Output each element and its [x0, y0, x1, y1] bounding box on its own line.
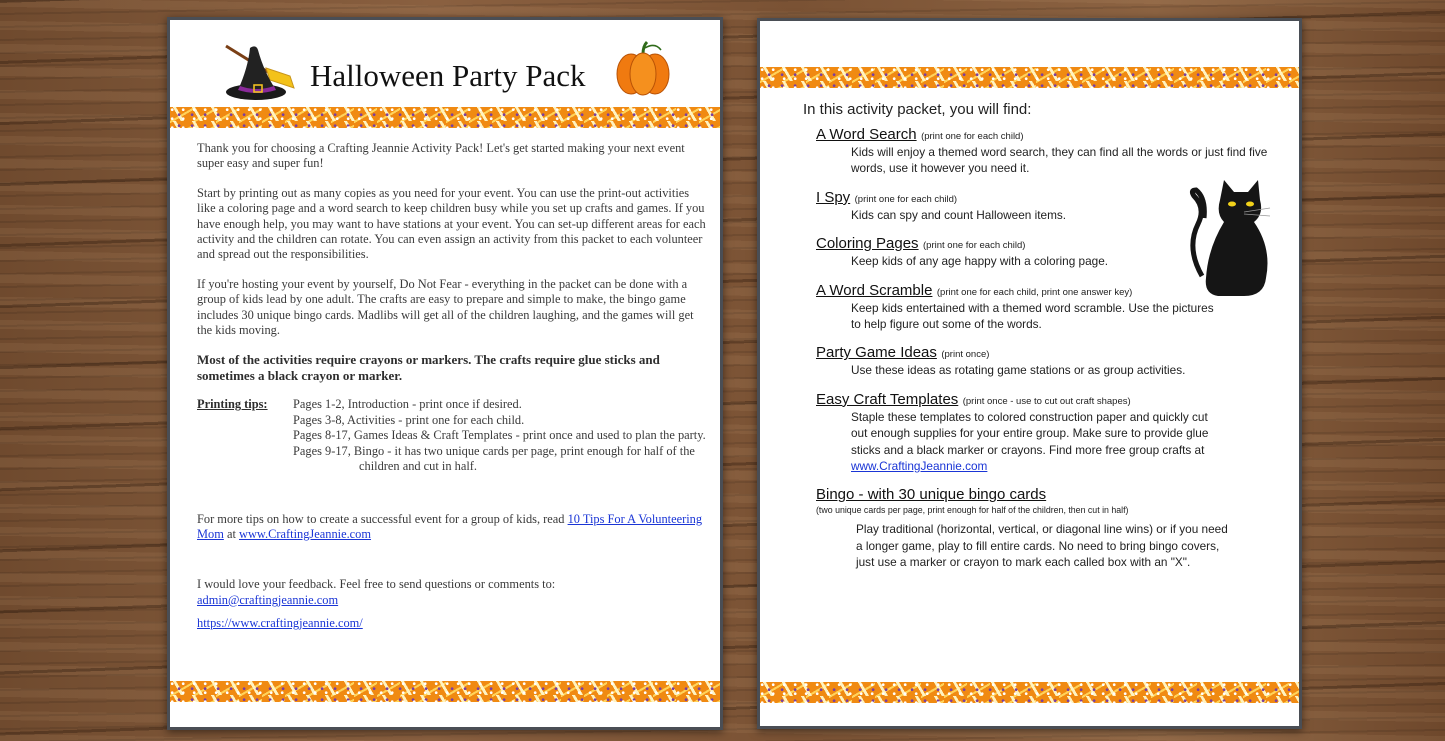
printing-tip: Pages 9-17, Bingo - it has two unique cards per page, print enough for half of the children and cut in half. — [293, 443, 695, 474]
crafting-jeannie-link[interactable]: www.CraftingJeannie.com — [239, 526, 372, 541]
item-title: A Word Search — [816, 126, 917, 143]
feedback-paragraph — [197, 577, 709, 608]
website-line — [197, 616, 709, 631]
item-note: (print one for each child, print one answer key) — [936, 286, 1133, 298]
page-contents — [757, 18, 1302, 729]
decorative-band-bottom — [760, 682, 1300, 703]
item-note: (print one for each child) — [923, 240, 1026, 252]
item-note: (print once - use to cut out craft shapes) — [962, 395, 1131, 407]
printing-tip: Pages 1-2, Introduction - print once if desired. — [293, 397, 522, 412]
item-title: A Word Scramble — [816, 281, 933, 299]
item-note: (print once) — [941, 349, 990, 361]
list-item — [816, 235, 1273, 269]
item-description-text: Staple these templates to colored construction paper and quickly cut out enough supplies for your entire group. Make sure to provide glue sticks and a black marker or crayons. Find more free group crafts at — [851, 409, 1209, 457]
supplies-paragraph: Most of the activities require crayons or markers. The crafts require glue sticks and sometimes a black crayon or marker. — [197, 352, 660, 383]
item-description: Keep kids of any age happy with a coloring page. — [851, 254, 1109, 269]
more-tips-text: For more tips on how to create a successful event for a group of kids, read — [197, 511, 568, 526]
printing-tips-list — [293, 397, 709, 474]
item-description: Keep kids entertained with a themed word scramble. Use the pictures to help figure out some of the words. — [851, 300, 1214, 332]
witch-hat-icon — [220, 40, 302, 102]
decorative-band-bottom — [170, 681, 720, 702]
item-note: (two unique cards per page, print enough for half of the children, then cut in half) — [816, 505, 1129, 516]
list-item — [816, 391, 1273, 475]
hosting-paragraph: If you're hosting your event by yourself, Do Not Fear - everything in the packet can be done with a group of kids lead by one adult. The crafts are easy to prepare and simple to make, the bingo game includes 30 unique bingo cards. Madlibs will get all of the children laughing, and the games will get the kids moving. — [197, 276, 694, 338]
printing-tip: Pages 3-8, Activities - print one for each child. — [293, 412, 525, 427]
printing-tip: Pages 8-17, Games Ideas & Craft Templates - print once and used to plan the party. — [293, 428, 706, 443]
pumpkin-icon — [613, 40, 673, 98]
crafting-jeannie-link[interactable]: www.CraftingJeannie.com — [851, 459, 988, 474]
contents-intro: In this activity packet, you will find: — [803, 101, 1032, 118]
item-description: Kids will enjoy a themed word search, they can find all the words or just find five words, use it however you need it. — [851, 145, 1268, 176]
introduction-text — [197, 141, 709, 646]
list-item — [816, 486, 1273, 570]
item-description: Play traditional (horizontal, vertical, or diagonal line wins) or if you need a longer game, play to fill entire cards. No need to bring bingo covers, just use a marker or crayon to mark each called box with an "X". — [856, 522, 1228, 570]
item-title: Bingo - with 30 unique bingo cards — [816, 486, 1047, 504]
page-title: Halloween Party Pack — [310, 58, 586, 93]
decorative-band-top — [760, 67, 1300, 88]
item-note: (print one for each child) — [921, 131, 1024, 142]
printing-tips — [197, 397, 709, 474]
item-description: Use these ideas as rotating game stations or as group activities. — [851, 363, 1186, 378]
more-tips-paragraph — [197, 512, 709, 543]
decorative-band-top — [170, 107, 720, 128]
item-title: I Spy — [816, 188, 851, 206]
volunteering-mom-link[interactable]: 10 Tips For A Volunteering Mom — [197, 511, 703, 541]
list-item — [816, 282, 1273, 333]
item-description — [816, 409, 1273, 475]
item-title: Easy Craft Templates — [816, 390, 959, 408]
item-title: Party Game Ideas — [816, 344, 937, 362]
feedback-email-link[interactable]: admin@craftingjeannie.com — [197, 592, 339, 607]
printing-paragraph: Start by printing out as many copies as you need for your event. You can use the print-out activities like a coloring page and a word search to keep children busy while you set up crafts and games. If you have enough help, you may want to have stations at your event. You can set-up different areas for each activity and the children can rotate. You can even assign an activity from this packet to each volunteer and spread out the responsibilities. — [197, 185, 706, 262]
item-description: Kids can spy and count Halloween items. — [851, 207, 1067, 222]
page-introduction — [167, 17, 723, 730]
list-item — [816, 189, 1273, 223]
website-link[interactable]: https://www.craftingjeannie.com/ — [197, 616, 363, 631]
item-note: (print one for each child) — [854, 193, 958, 205]
item-title: Coloring Pages — [816, 235, 919, 253]
intro-paragraph: Thank you for choosing a Crafting Jeannie Activity Pack! Let's get started making your next event super easy and super fun! — [197, 141, 685, 171]
printing-tips-label: Printing tips: — [197, 397, 268, 412]
more-tips-at: at — [223, 526, 239, 541]
feedback-text: I would love your feedback. Feel free to send questions or comments to: — [197, 577, 556, 592]
list-item — [816, 126, 1273, 177]
list-item — [816, 344, 1273, 378]
contents-list — [803, 101, 1273, 583]
